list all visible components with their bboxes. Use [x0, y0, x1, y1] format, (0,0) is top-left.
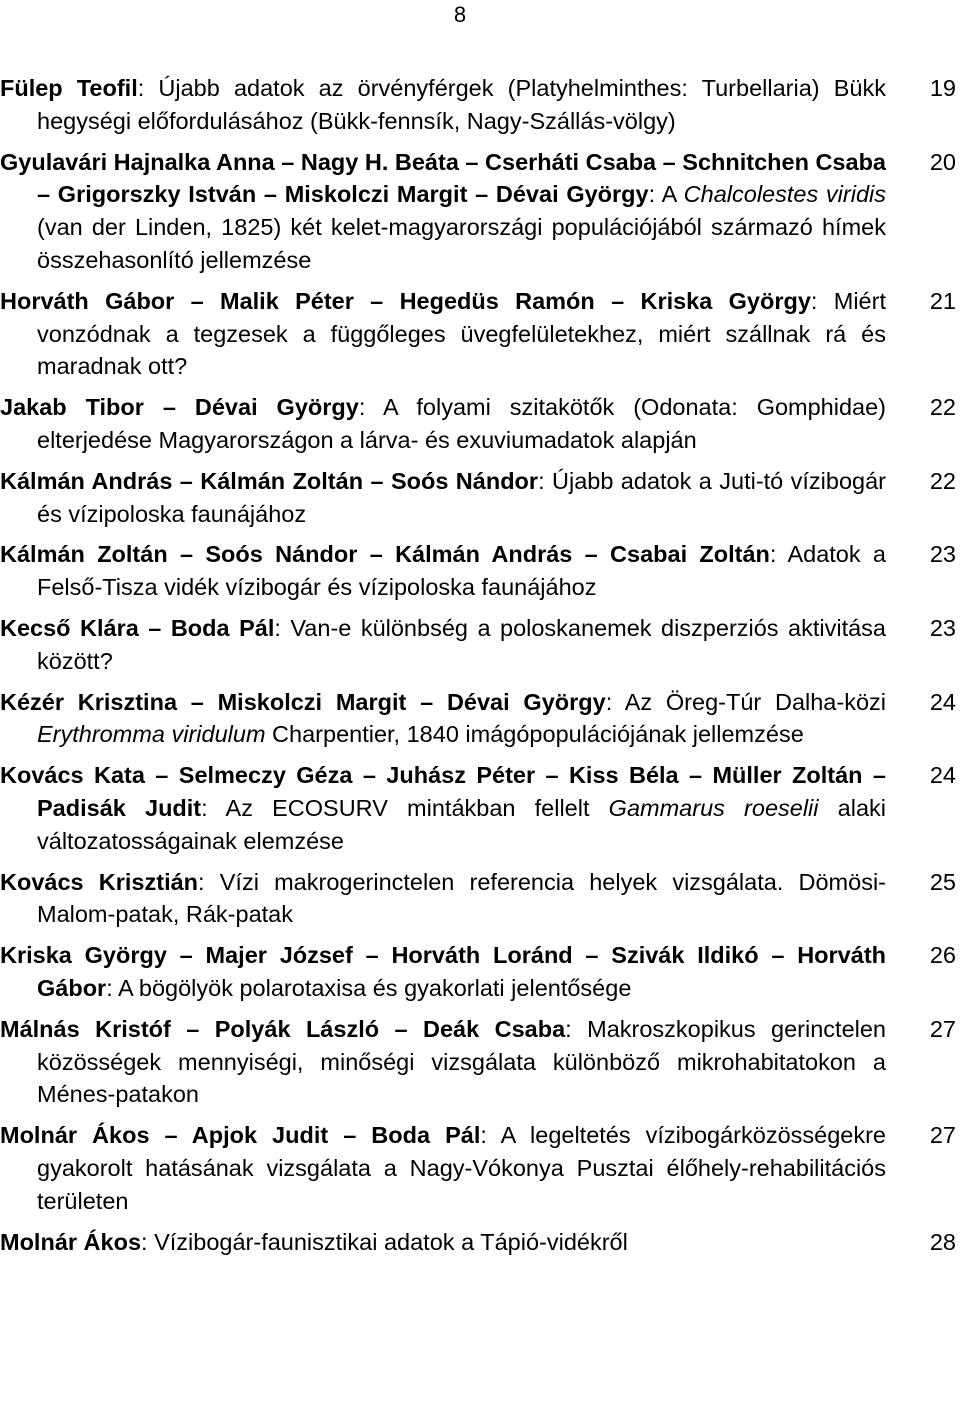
entry-page-number: 26 [929, 942, 956, 969]
entry-authors: Kriska György – Majer József – Horváth Loránd – Szivák Ildikó – Horváth Gábor [0, 942, 886, 1001]
entry-text: Molnár Ákos: Vízibogár-faunisztikai adatok a Tápió-vidékről [0, 1228, 628, 1255]
entry-page-number: 24 [929, 762, 956, 789]
toc-entry [0, 146, 960, 277]
entry-title: Van-e különbség a poloskanemek diszperziós aktivitása között? [37, 614, 887, 674]
entry-authors: Jakab Tibor – Dévai György [0, 394, 359, 421]
entry-title: Vízi makrogerinctelen referencia helyek vizsgálata. Dömösi-Malom-patak, Rák-patak [37, 868, 887, 928]
entry-title: A folyami szitakötők (Odonata: Gomphidae) elterjedése Magyarországon a lárva- és exuviumadatok alapján [37, 394, 887, 453]
entry-title: Az Öreg-Túr Dalha-közi Erythromma viridulum Charpentier, 1840 imágópopulációjának jellemzése [37, 688, 886, 748]
entry-authors: Fülep Teofil [0, 75, 138, 101]
entry-title: Miért vonzódnak a tegzesek a függőleges üvegfelületekhez, miért szállnak rá és maradnak ott? [37, 287, 886, 380]
toc-entry [0, 1226, 960, 1259]
page-number: 8 [453, 2, 467, 27]
entry-text: Málnás Kristóf – Polyák László – Deák Csaba: Makroszkopikus gerinctelen közösségek mennyiségi, minőségi vizsgálata különböző mikrohabitatokon a Ménes-patakon [0, 1015, 887, 1108]
toc-entry [0, 612, 960, 678]
entry-authors: Kézér Krisztina – Miskolczi Margit – Dévai György [0, 688, 606, 715]
entry-text: Kálmán Zoltán – Soós Nándor – Kálmán András – Csabai Zoltán: Adatok a Felső-Tisza vidék vízibogár és vízipoloska faunájához [0, 541, 886, 601]
toc-entry [0, 72, 960, 138]
entry-authors: Kecső Klára – Boda Pál [0, 614, 275, 641]
entry-authors: Gyulavári Hajnalka Anna – Nagy H. Beáta – Cserháti Csaba – Schnitchen Csaba – Grigorszky István – Miskolczi Margit – Dévai György [0, 148, 886, 208]
toc-entry [0, 391, 960, 457]
entry-text: Horváth Gábor – Malik Péter – Hegedüs Ramón – Kriska György: Miért vonzódnak a tegzesek a függőleges üvegfelületekhez, miért szállnak rá és maradnak ott? [0, 287, 886, 380]
entry-title: A Chalcolestes viridis (van der Linden, 1825) két kelet-magyarországi populációjából származó hímek összehasonlító jellemzése [37, 181, 886, 273]
toc-entry [0, 1013, 960, 1111]
entry-text: Fülep Teofil: Újabb adatok az örvényférgek (Platyhelminthes: Turbellaria) Bükk hegységi előfordulásához (Bükk-fennsík, Nagy-Szállás-völgy) [0, 75, 886, 134]
entry-page-number: 19 [929, 75, 956, 101]
entry-authors: Kovács Kata – Selmeczy Géza – Juhász Péter – Kiss Béla – Müller Zoltán – Padisák Judit [0, 762, 886, 821]
entry-text: Kovács Krisztián: Vízi makrogerinctelen referencia helyek vizsgálata. Dömösi-Malom-patak, Rák-patak [0, 868, 887, 928]
entry-title: A bögölyök polarotaxisa és gyakorlati jelentősége [117, 974, 632, 1001]
entry-authors: Kovács Krisztián [0, 868, 199, 895]
entry-authors: Horváth Gábor – Malik Péter – Hegedüs Ramón – Kriska György [0, 287, 811, 314]
toc-entry [0, 285, 960, 383]
toc-entry [0, 465, 960, 531]
entry-text: Kovács Kata – Selmeczy Géza – Juhász Péter – Kiss Béla – Müller Zoltán – Padisák Judit: Az ECOSURV mintákban fellelt Gammarus roeselii alaki változatosságainak elemzése [0, 762, 886, 854]
entry-authors: Kálmán Zoltán – Soós Nándor – Kálmán András – Csabai Zoltán [0, 541, 770, 568]
entry-title: Az ECOSURV mintákban fellelt Gammarus roeselii alaki változatosságainak elemzése [37, 794, 886, 854]
entry-page-number: 27 [929, 1122, 956, 1149]
entry-title: A legeltetés vízibogárközösségekre gyakorolt hatásának vizsgálata a Nagy-Vókonya Pusztai élőhely-rehabilitációs területen [37, 1122, 886, 1214]
entry-page-number: 28 [929, 1228, 956, 1255]
entry-page-number: 22 [929, 394, 956, 421]
table-of-contents [0, 72, 960, 1266]
entry-authors: Molnár Ákos [0, 1228, 142, 1255]
toc-entry [0, 538, 960, 604]
entry-text: Kriska György – Majer József – Horváth Loránd – Szivák Ildikó – Horváth Gábor: A bögölyök polarotaxisa és gyakorlati jelentősége [0, 942, 886, 1001]
entry-page-number: 21 [929, 287, 956, 314]
entry-text: Jakab Tibor – Dévai György: A folyami szitakötők (Odonata: Gomphidae) elterjedése Magyarországon a lárva- és exuviumadatok alapján [0, 394, 887, 453]
toc-entry [0, 939, 960, 1005]
entry-text: Kézér Krisztina – Miskolczi Margit – Dévai György: Az Öreg-Túr Dalha-közi Erythromma viridulum Charpentier, 1840 imágópopulációjának jellemzése [0, 688, 886, 748]
entry-page-number: 24 [929, 688, 956, 715]
entry-page-number: 22 [929, 467, 956, 494]
entry-authors: Molnár Ákos – Apjok Judit – Boda Pál [0, 1122, 481, 1149]
entry-text: Kálmán András – Kálmán Zoltán – Soós Nándor: Újabb adatok a Juti-tó vízibogár és vízipoloska faunájához [0, 467, 887, 527]
entry-text: Molnár Ákos – Apjok Judit – Boda Pál: A legeltetés vízibogárközösségekre gyakorolt hatásának vizsgálata a Nagy-Vókonya Pusztai élőhely-rehabilitációs területen [0, 1122, 886, 1214]
entry-title: Vízibogár-faunisztikai adatok a Tápió-vidékről [154, 1228, 628, 1255]
toc-entry [0, 1119, 960, 1217]
entry-page-number: 23 [929, 614, 956, 641]
toc-entry [0, 866, 960, 932]
entry-authors: Kálmán András – Kálmán Zoltán – Soós Nándor [0, 467, 539, 494]
toc-entry [0, 686, 960, 752]
entry-authors: Málnás Kristóf – Polyák László – Deák Csaba [0, 1015, 566, 1042]
entry-title: Újabb adatok az örvényférgek (Platyhelminthes: Turbellaria) Bükk hegységi előfordulásához (Bükk-fennsík, Nagy-Szállás-völgy) [37, 75, 886, 134]
toc-entry [0, 759, 960, 857]
entry-page-number: 27 [929, 1015, 956, 1042]
entry-page-number: 25 [929, 868, 956, 895]
entry-title: Újabb adatok a Juti-tó vízibogár és vízipoloska faunájához [37, 467, 887, 527]
entry-page-number: 20 [929, 148, 956, 175]
entry-page-number: 23 [929, 541, 956, 568]
entry-text: Kecső Klára – Boda Pál: Van-e különbség a poloskanemek diszperziós aktivitása között? [0, 614, 887, 674]
entry-text: Gyulavári Hajnalka Anna – Nagy H. Beáta – Cserháti Csaba – Schnitchen Csaba – Grigorszky István – Miskolczi Margit – Dévai György: A Chalcolestes viridis (van der Linden, 1825) két kelet-magyarországi populációjából származó hímek összehasonlító jellemzése [0, 148, 886, 273]
entry-title: Makroszkopikus gerinctelen közösségek mennyiségi, minőségi vizsgálata különböző mikrohabitatokon a Ménes-patakon [37, 1015, 887, 1108]
entry-title: Adatok a Felső-Tisza vidék vízibogár és vízipoloska faunájához [37, 541, 886, 601]
